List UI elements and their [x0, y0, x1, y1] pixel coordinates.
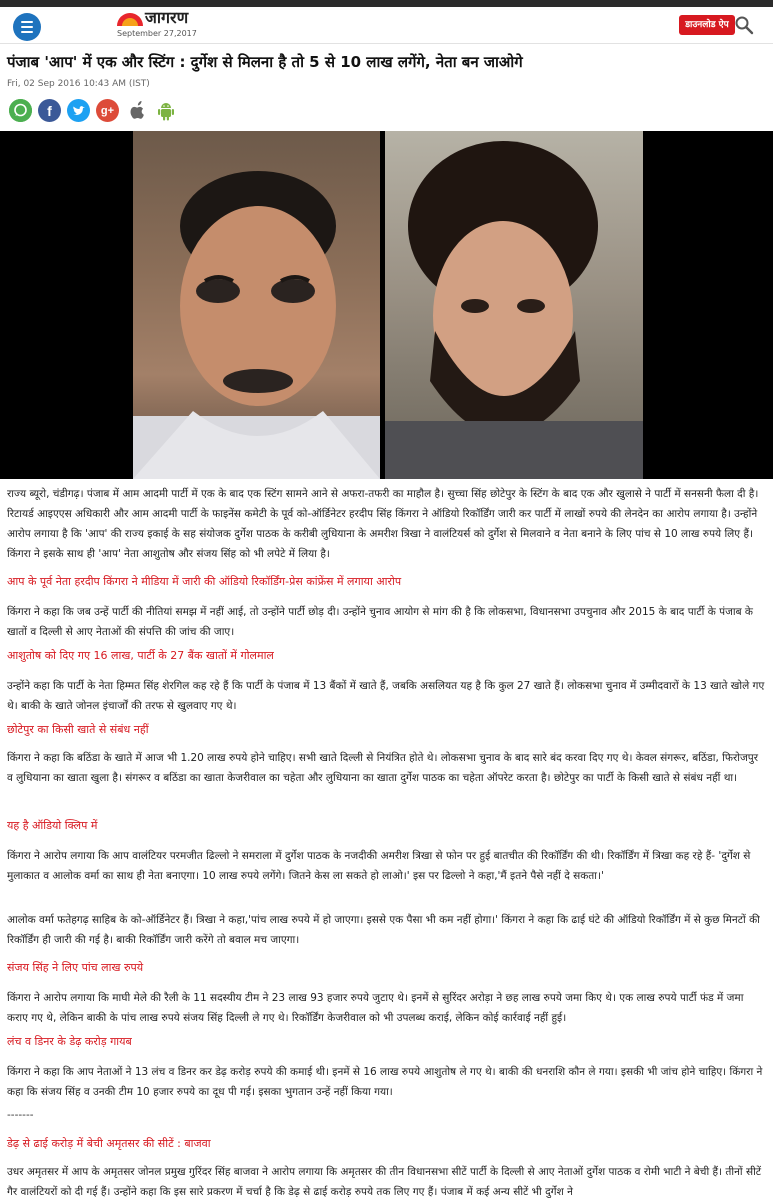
section-separator: -------: [7, 1109, 34, 1121]
article-paragraph: किंगरा ने कहा कि बठिंडा के खाते में आज भी 1.20 लाख रुपये होने चाहिए। सभी खाते दिल्ली से नियंत्रित होते थे। लोकसभा चुनाव के बाद सारे बंद करवा दिए गए थे। केवल संगरूर, बठिंडा, फिरोजपुर व लुधियाना का खाता खुला है। संगरूर व बठिंडा का खाता केजरीवाल का चहेता और लुधियाना का खाता दुर्गेश पाठक का चहेता ऑपरेट करता है। छोटेपुर का पार्टी के किसी खाते से संबंध नहीं था।: [7, 752, 759, 784]
section-subheading: डेढ़ से ढाई करोड़ में बेची अमृतसर की सीटें : बाजवा: [7, 1137, 211, 1150]
whatsapp-share-icon[interactable]: [9, 99, 32, 122]
section-subheading: छोटेपुर का किसी खाते से संबंध नहीं: [7, 723, 149, 736]
article-paragraph: किंगरा ने आरोप लगाया कि माघी मेले की रैली के 11 सदस्यीय टीम ने 23 लाख 93 हजार रुपये जुटाए थे। इनमें से सुरिंदर अरोड़ा ने छह लाख रुपये जमा किए थे। एक लाख रुपये पार्टी फंड में जमा कराए गए थे, लेकिन बाकी के पांच लाख रुपये संजय सिंह दिल्ली ले गए थे। रिकॉर्डिंग केजरीवाल को भी उपलब्ध कराई, लेकिन कोई कार्रवाई नहीं हुई।: [7, 992, 744, 1024]
header-divider: [0, 43, 773, 44]
twitter-share-icon[interactable]: [67, 99, 90, 122]
site-header: [0, 7, 773, 43]
article-paragraph: किंगरा ने कहा कि जब उन्हें पार्टी की नीतियां समझ में नहीं आई, तो उन्होंने पार्टी छोड़ दी। उन्होंने चुनाव आयोग से मांग की है कि लोकसभा, विधानसभा उपचुनाव और 2015 के बाद पार्टी के पंजाब के खातों व दिल्ली से आए नेताओं की संपत्ति की जांच की जाए।: [7, 606, 754, 638]
section-subheading: आशुतोष को दिए गए 16 लाख, पार्टी के 27 बैंक खातों में गोलमाल: [7, 649, 274, 662]
logo-date: September 27,2017: [117, 29, 197, 38]
section-subheading: यह है ऑडियो क्लिप में: [7, 819, 98, 832]
article-paragraph: उन्होंने कहा कि पार्टी के नेता हिम्मत सिंह शेरगिल कह रहे हैं कि पार्टी के पंजाब में 13 बैंकों में खाते हैं, जबकि असलियत यह है कि कुल 27 खाते हैं। लोकसभा चुनाव में उम्मीदवारों के 13 खाते खोले गए थे। बाकी के खाते जोनल इंचार्जों की तरफ से खुलवाए गए थे।: [7, 680, 765, 712]
article-paragraph: किंगरा ने कहा कि आप नेताओं ने 13 लंच व डिनर कर डेढ़ करोड़ रुपये की कमाई थी। इनमें से 16 लाख रुपये आशुतोष ले गए थे। बाकी की धनराशि कौन ले गया। इसकी भी जांच होने चाहिए। किंगरा ने कहा कि संजय सिंह व उनकी टीम 10 हजार रुपये का दूध पी गई। इसका भुगतान उन्हें नहीं किया गया।: [7, 1066, 763, 1098]
search-icon[interactable]: [734, 15, 754, 35]
section-subheading: लंच व डिनर के डेढ़ करोड़ गायब: [7, 1035, 132, 1048]
photo-left-sanjay-singh: [133, 131, 380, 479]
article-paragraph: राज्य ब्यूरो, चंडीगढ़। पंजाब में आम आदमी पार्टी में एक के बाद एक स्टिंग सामने आने से अफरा-तफरी का माहौल है। सुच्चा सिंह छोटेपुर के स्टिंग के बाद एक और खुलासे ने पार्टी में सनसनी फैला दी है। रिटायर्ड आइएएस अधिकारी और आम आदमी पार्टी के फाइनेंस कमेटी के पूर्व को-ऑर्डिनेटर हरदीप सिंह किंगरा ने ऑडियो रिकॉर्डिंग जारी कर पार्टी में लाखों रुपये की लेनदेन का आरोप लगाया है। उन्होंने आरोप लगाया है कि 'आप' की राज्य इकाई के सह संयोजक दुर्गेश पाठक के करीबी लुधियाना के अमरीश त्रिखा ने वालंटियर्स को दुर्गेश से मिलवाने व नेता बनाने के लिए पांच से 10 लाख रुपये लिए हैं। किंगरा ने इसके साथ ही 'आप' नेता आशुतोष और संजय सिंह को भी लपेटे में लिया है।: [7, 488, 759, 560]
jagran-logo[interactable]: [115, 9, 205, 41]
article-title: पंजाब 'आप' में एक और स्टिंग : दुर्गेश से मिलना है तो 5 से 10 लाख लगेंगे, नेता बन जाओगे: [7, 53, 523, 71]
download-app-button[interactable]: डाउनलोड ऐप: [679, 15, 735, 35]
hamburger-menu-icon[interactable]: [13, 13, 41, 41]
article-paragraph: आलोक वर्मा फतेहगढ़ साहिब के को-ऑर्डिनेटर हैं। त्रिखा ने कहा,'पांच लाख रुपये में हो जाएगा। इससे एक पैसा भी कम नहीं होगा।' किंगरा ने कहा कि ढाई घंटे की ऑडियो रिकॉर्डिंग में से कुछ मिनटों की रिकॉर्डिंग ही जारी की गई है। बाकी रिकॉर्डिंग जारी करेंगे तो बवाल मच जाएगा।: [7, 914, 760, 946]
logo-text: जागरण: [145, 8, 189, 27]
share-bar: [9, 99, 177, 123]
google-plus-share-icon[interactable]: g+: [96, 99, 119, 122]
apple-app-icon[interactable]: [125, 99, 148, 122]
android-app-icon[interactable]: [154, 99, 177, 122]
article-paragraph: उधर अमृतसर में आप के अमृतसर जोनल प्रमुख गुरिंदर सिंह बाजवा ने आरोप लगाया कि अमृतसर की तीन विधानसभा सीटें पार्टी के दिल्ली से आए नेताओं दुर्गेश पाठक व रोमी भाटी ने बेची हैं। तीनों सीटें गैर वालंटियरों को दी गई हैं। उन्होंने कहा कि इस सारे प्रकरण में चर्चा है कि डेढ़ से ढाई करोड़ रुपये तक लिए गए हैं। पंजाब में कई अन्य सीटें भी दुर्गेश ने: [7, 1166, 762, 1198]
section-subheading: संजय सिंह ने लिए पांच लाख रुपये: [7, 961, 144, 974]
section-subheading: आप के पूर्व नेता हरदीप किंगरा ने मीडिया में जारी की ऑडियो रिकॉर्डिंग-प्रेस कांफ्रेंस में लगाया आरोप: [7, 575, 402, 588]
top-bar: [0, 0, 773, 7]
logo-sun-icon: [117, 13, 143, 26]
facebook-share-icon[interactable]: f: [38, 99, 61, 122]
photo-right-durgesh-pathak: [385, 131, 643, 479]
article-paragraph: किंगरा ने आरोप लगाया कि आप वालंटियर परमजीत ढिल्लो ने समराला में दुर्गेश पाठक के नजदीकी अमरीश त्रिखा से फोन पर हुई बातचीत की रिकॉर्डिंग की थी। रिकॉर्डिंग में त्रिखा कह रहे हैं- 'दुर्गेश से मुलाकात व आलोक वर्मा का साथ ही नेता बनाएगा। 10 लाख रुपये लगेंगे। जितने केस ला सकते हो लाओ।' इस पर ढिल्लो ने कहा,'मैं इतने पैसे नहीं दे सकता।': [7, 850, 751, 882]
article-image: [0, 131, 773, 479]
article-dateline: Fri, 02 Sep 2016 10:43 AM (IST): [7, 79, 150, 89]
